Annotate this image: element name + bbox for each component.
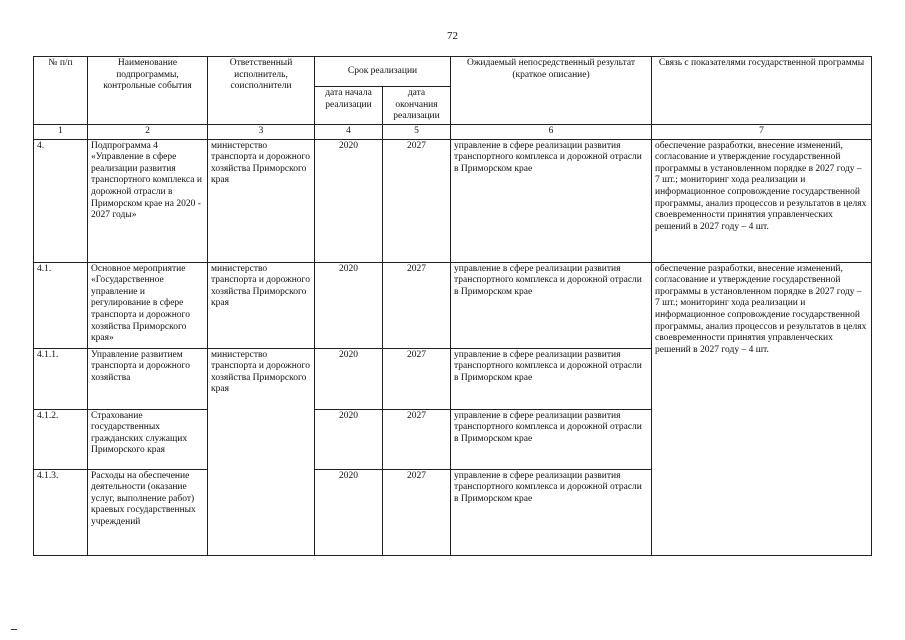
col-number: 6 (451, 124, 652, 139)
row-start-date: 2020 (315, 469, 383, 555)
program-table (33, 56, 872, 556)
header-num: № п/п (34, 57, 88, 125)
row-name: Подпрограмма 4 «Управление в сфере реализации развития транспортного комплекса и дорожной отрасли в Приморском крае на 2020 - 2027 годы» (88, 139, 208, 262)
row-link: обеспечение разработки, внесение изменений, согласование и утверждение государственной программы в установленном порядке в 2027 году – 7 шт.; мониторинг хода реализации и информационное сопровождение государственной программы, анализ процессов и результатов в целях своевременности принятия управленческих решений в 2027 году – 4 шт. (652, 139, 872, 262)
col-number: 2 (88, 124, 208, 139)
col-number: 3 (208, 124, 315, 139)
row-number: 4.1.1. (34, 348, 88, 409)
header-result: Ожидаемый непосредственный результат (краткое описание) (451, 57, 652, 125)
row-start-date: 2020 (315, 409, 383, 469)
row-result: управление в сфере реализации развития транспортного комплекса и дорожной отрасли в Приморском крае (451, 409, 652, 469)
scan-mark (11, 629, 17, 630)
row-start-date: 2020 (315, 348, 383, 409)
row-result: управление в сфере реализации развития транспортного комплекса и дорожной отрасли в Приморском крае (451, 262, 652, 348)
row-number: 4.1.2. (34, 409, 88, 469)
page-number: 72 (447, 30, 458, 42)
col-number: 1 (34, 124, 88, 139)
row-name: Основное мероприятие «Государственное управление и регулирование в сфере транспорта и дорожного хозяйства Приморского края» (88, 262, 208, 348)
row-link: обеспечение разработки, внесение изменений, согласование и утверждение государственной программы в установленном порядке в 2027 году – 7 шт.; мониторинг хода реализации и информационное сопровождение государственной программы, анализ процессов и результатов в целях своевременности принятия управленческих решений в 2027 году – 4 шт. (652, 262, 872, 555)
row-number: 4.1. (34, 262, 88, 348)
header-link: Связь с показателями государственной программы (652, 57, 872, 125)
row-start-date: 2020 (315, 262, 383, 348)
row-responsible: министерство транспорта и дорожного хозяйства Приморского края (208, 139, 315, 262)
row-start-date: 2020 (315, 139, 383, 262)
row-name: Расходы на обеспечение деятельности (оказание услуг, выполнение работ) краевых государственных учреждений (88, 469, 208, 555)
row-name: Страхование государственных гражданских служащих Приморского края (88, 409, 208, 469)
row-result: управление в сфере реализации развития транспортного комплекса и дорожной отрасли в Приморском крае (451, 348, 652, 409)
row-number: 4.1.3. (34, 469, 88, 555)
header-term: Срок реализации (315, 57, 451, 87)
header-responsible: Ответственный исполнитель, соисполнители (208, 57, 315, 125)
row-result: управление в сфере реализации развития транспортного комплекса и дорожной отрасли в Приморском крае (451, 139, 652, 262)
header-end-date: дата окончания реализации (383, 87, 451, 125)
col-number: 5 (383, 124, 451, 139)
row-end-date: 2027 (383, 409, 451, 469)
row-end-date: 2027 (383, 262, 451, 348)
row-result: управление в сфере реализации развития транспортного комплекса и дорожной отрасли в Приморском крае (451, 469, 652, 555)
row-end-date: 2027 (383, 139, 451, 262)
header-name: Наименование подпрограммы, контрольные события (88, 57, 208, 125)
row-responsible: министерство транспорта и дорожного хозяйства Приморского края (208, 262, 315, 348)
table-row (34, 262, 872, 348)
table-row (34, 139, 872, 262)
col-number: 4 (315, 124, 383, 139)
col-number: 7 (652, 124, 872, 139)
row-end-date: 2027 (383, 469, 451, 555)
row-end-date: 2027 (383, 348, 451, 409)
row-name: Управление развитием транспорта и дорожного хозяйства (88, 348, 208, 409)
header-start-date: дата начала реализации (315, 87, 383, 125)
row-number: 4. (34, 139, 88, 262)
row-responsible: министерство транспорта и дорожного хозяйства Приморского края (208, 348, 315, 555)
